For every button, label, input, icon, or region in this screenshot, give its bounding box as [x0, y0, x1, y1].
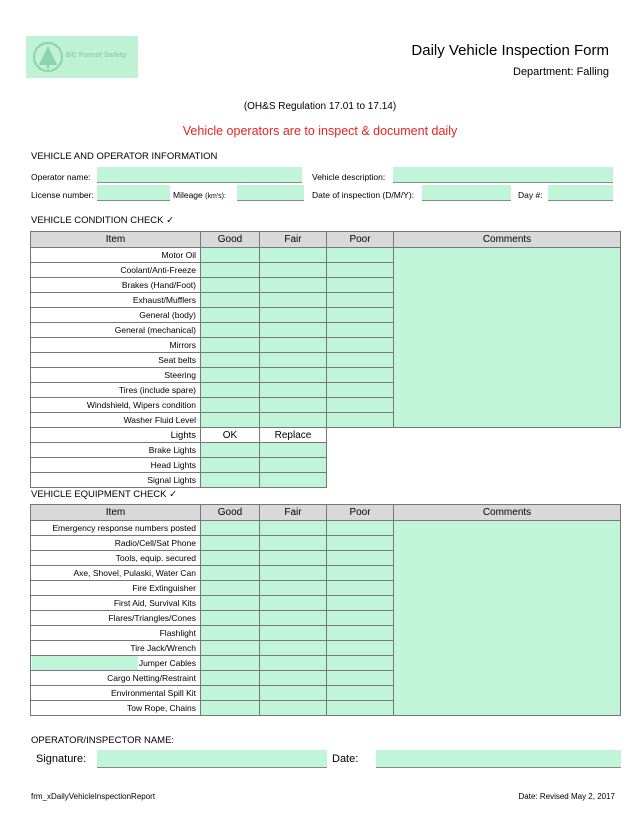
fair-cell[interactable]: [260, 278, 327, 293]
fair-cell[interactable]: [260, 368, 327, 383]
item-label: General (mechanical): [31, 323, 201, 338]
item-label: Washer Fluid Level: [31, 413, 201, 428]
signature-field[interactable]: [97, 750, 327, 768]
logo-text: BC Forest Safety: [66, 50, 127, 59]
empty-cell: [394, 443, 621, 458]
fair-cell[interactable]: [260, 701, 327, 716]
good-cell[interactable]: [201, 263, 260, 278]
table-row: [31, 473, 621, 488]
item-label: Cargo Netting/Restraint: [31, 671, 201, 686]
table-row: [31, 458, 621, 473]
revision-date: Date: Revised May 2, 2017: [518, 792, 615, 801]
regulation-reference: (OH&S Regulation 17.01 to 17.14): [243, 101, 397, 112]
item-label: Tires (include spare): [31, 383, 201, 398]
fair-cell[interactable]: [260, 338, 327, 353]
item-label: Tow Rope, Chains: [31, 701, 201, 716]
item-label: Flashlight: [31, 626, 201, 641]
item-label: Coolant/Anti-Freeze: [31, 263, 201, 278]
poor-cell[interactable]: [327, 611, 394, 626]
light-item-label: Brake Lights: [31, 443, 201, 458]
fair-cell[interactable]: [260, 596, 327, 611]
fair-cell[interactable]: [260, 323, 327, 338]
signoff-date-label: Date:: [332, 753, 359, 765]
vehicle-description-field[interactable]: [393, 167, 613, 183]
condition-table: [30, 231, 621, 488]
poor-cell[interactable]: [327, 551, 394, 566]
good-cell[interactable]: [201, 626, 260, 641]
poor-cell[interactable]: [327, 263, 394, 278]
good-cell[interactable]: [201, 368, 260, 383]
poor-cell[interactable]: [327, 308, 394, 323]
tree-logo-icon: [32, 41, 64, 73]
item-label: Radio/Cell/Sat Phone: [31, 536, 201, 551]
poor-cell[interactable]: [327, 368, 394, 383]
signature-label: Signature:: [36, 753, 87, 765]
mileage-label: Mileage (km's):: [173, 190, 226, 200]
equipment-table: [30, 504, 621, 716]
fair-cell[interactable]: [260, 383, 327, 398]
item-label: Brakes (Hand/Foot): [31, 278, 201, 293]
good-cell[interactable]: [201, 398, 260, 413]
good-cell[interactable]: [201, 353, 260, 368]
item-label: Seat belts: [31, 353, 201, 368]
day-number-label: Day #:: [518, 190, 543, 200]
poor-cell[interactable]: [327, 278, 394, 293]
item-label: Windshield, Wipers condition: [31, 398, 201, 413]
poor-cell[interactable]: [327, 536, 394, 551]
column-header-good: Good: [201, 505, 260, 521]
replace-cell[interactable]: [260, 443, 327, 458]
poor-cell[interactable]: [327, 248, 394, 263]
fair-cell[interactable]: [260, 566, 327, 581]
empty-cell: [327, 458, 394, 473]
good-cell[interactable]: [201, 293, 260, 308]
good-cell[interactable]: [201, 248, 260, 263]
good-cell[interactable]: [201, 581, 260, 596]
fair-cell[interactable]: [260, 671, 327, 686]
table-row: [31, 248, 621, 263]
fair-cell[interactable]: [260, 521, 327, 536]
poor-cell[interactable]: [327, 338, 394, 353]
item-label: Steering: [31, 368, 201, 383]
poor-cell[interactable]: [327, 383, 394, 398]
item-label: Axe, Shovel, Pulaski, Water Can: [31, 566, 201, 581]
fair-cell[interactable]: [260, 353, 327, 368]
condition-section-heading: VEHICLE CONDITION CHECK ✓: [31, 215, 175, 226]
item-label: General (body): [31, 308, 201, 323]
good-cell[interactable]: [201, 536, 260, 551]
poor-cell[interactable]: [327, 323, 394, 338]
ok-cell[interactable]: [201, 473, 260, 488]
column-header-item: Item: [31, 232, 201, 248]
operator-name-field[interactable]: [97, 167, 302, 183]
form-title: Daily Vehicle Inspection Form: [411, 42, 609, 59]
item-label: Tire Jack/Wrench: [31, 641, 201, 656]
company-logo: [26, 36, 138, 78]
poor-cell[interactable]: [327, 566, 394, 581]
column-header-fair: Fair: [260, 232, 327, 248]
license-field[interactable]: [97, 185, 170, 201]
column-header-poor: Poor: [327, 232, 394, 248]
fair-cell[interactable]: [260, 611, 327, 626]
empty-cell: [327, 443, 394, 458]
poor-cell[interactable]: [327, 656, 394, 671]
item-label: Jumper Cables: [31, 656, 201, 671]
column-header-comments: Comments: [394, 505, 621, 521]
column-header-poor: Poor: [327, 505, 394, 521]
item-label: Exhaust/Mufflers: [31, 293, 201, 308]
item-label: Emergency response numbers posted: [31, 521, 201, 536]
condition-header-row: [31, 232, 621, 248]
empty-cell: [394, 458, 621, 473]
lights-ok-header: OK: [201, 428, 260, 443]
poor-cell[interactable]: [327, 671, 394, 686]
form-id: frm_xDailyVehicleInspectionReport: [31, 792, 156, 801]
vehicle-description-label: Vehicle description:: [312, 172, 386, 182]
good-cell[interactable]: [201, 383, 260, 398]
poor-cell[interactable]: [327, 413, 394, 428]
good-cell[interactable]: [201, 323, 260, 338]
license-label: License number:: [31, 190, 94, 200]
item-label: Mirrors: [31, 338, 201, 353]
good-cell[interactable]: [201, 656, 260, 671]
column-header-fair: Fair: [260, 505, 327, 521]
mileage-field[interactable]: [237, 185, 304, 201]
good-cell[interactable]: [201, 686, 260, 701]
equipment-header-row: [31, 505, 621, 521]
good-cell[interactable]: [201, 671, 260, 686]
ok-cell[interactable]: [201, 443, 260, 458]
good-cell[interactable]: [201, 338, 260, 353]
good-cell[interactable]: [201, 551, 260, 566]
table-row: [31, 443, 621, 458]
replace-cell[interactable]: [260, 458, 327, 473]
poor-cell[interactable]: [327, 686, 394, 701]
empty-cell: [394, 428, 621, 443]
fair-cell[interactable]: [260, 626, 327, 641]
poor-cell[interactable]: [327, 398, 394, 413]
good-cell[interactable]: [201, 521, 260, 536]
poor-cell[interactable]: [327, 701, 394, 716]
fair-cell[interactable]: [260, 248, 327, 263]
lights-label: Lights: [31, 428, 201, 443]
fair-cell[interactable]: [260, 641, 327, 656]
good-cell[interactable]: [201, 308, 260, 323]
item-label: Fire Extinguisher: [31, 581, 201, 596]
item-label: First Aid, Survival Kits: [31, 596, 201, 611]
fair-cell[interactable]: [260, 656, 327, 671]
item-label: Motor Oil: [31, 248, 201, 263]
item-label: Flares/Triangles/Cones: [31, 611, 201, 626]
item-label: Tools, equip. secured: [31, 551, 201, 566]
good-cell[interactable]: [201, 596, 260, 611]
fair-cell[interactable]: [260, 686, 327, 701]
poor-cell[interactable]: [327, 293, 394, 308]
lights-header-row: [31, 428, 621, 443]
fair-cell[interactable]: [260, 293, 327, 308]
empty-cell: [327, 473, 394, 488]
fair-cell[interactable]: [260, 551, 327, 566]
empty-cell: [394, 473, 621, 488]
comments-field[interactable]: [394, 248, 621, 428]
good-cell[interactable]: [201, 641, 260, 656]
lights-replace-header: Replace: [260, 428, 327, 443]
signoff-date-field[interactable]: [376, 750, 621, 768]
department: Department: Falling: [513, 66, 609, 78]
day-number-field[interactable]: [548, 185, 613, 201]
signoff-heading: OPERATOR/INSPECTOR NAME:: [31, 735, 175, 746]
light-item-label: Head Lights: [31, 458, 201, 473]
item-label: Environmental Spill Kit: [31, 686, 201, 701]
poor-cell[interactable]: [327, 626, 394, 641]
equipment-section-heading: VEHICLE EQUIPMENT CHECK ✓: [31, 489, 178, 500]
instruction-text: Vehicle operators are to inspect & document daily: [182, 124, 458, 138]
fair-cell[interactable]: [260, 308, 327, 323]
empty-cell: [327, 428, 394, 443]
good-cell[interactable]: [201, 611, 260, 626]
ok-cell[interactable]: [201, 458, 260, 473]
fair-cell[interactable]: [260, 263, 327, 278]
poor-cell[interactable]: [327, 521, 394, 536]
fair-cell[interactable]: [260, 536, 327, 551]
poor-cell[interactable]: [327, 596, 394, 611]
light-item-label: Signal Lights: [31, 473, 201, 488]
fair-cell[interactable]: [260, 398, 327, 413]
table-row: [31, 521, 621, 536]
poor-cell[interactable]: [327, 353, 394, 368]
inspection-date-label: Date of inspection (D/M/Y):: [312, 190, 415, 200]
column-header-item: Item: [31, 505, 201, 521]
info-section-heading: VEHICLE AND OPERATOR INFORMATION: [31, 151, 218, 162]
fair-cell[interactable]: [260, 413, 327, 428]
good-cell[interactable]: [201, 566, 260, 581]
fair-cell[interactable]: [260, 581, 327, 596]
poor-cell[interactable]: [327, 581, 394, 596]
comments-field[interactable]: [394, 521, 621, 716]
column-header-good: Good: [201, 232, 260, 248]
inspection-date-field[interactable]: [422, 185, 511, 201]
good-cell[interactable]: [201, 278, 260, 293]
poor-cell[interactable]: [327, 641, 394, 656]
operator-name-label: Operator name:: [31, 172, 91, 182]
good-cell[interactable]: [201, 413, 260, 428]
replace-cell[interactable]: [260, 473, 327, 488]
good-cell[interactable]: [201, 701, 260, 716]
column-header-comments: Comments: [394, 232, 621, 248]
